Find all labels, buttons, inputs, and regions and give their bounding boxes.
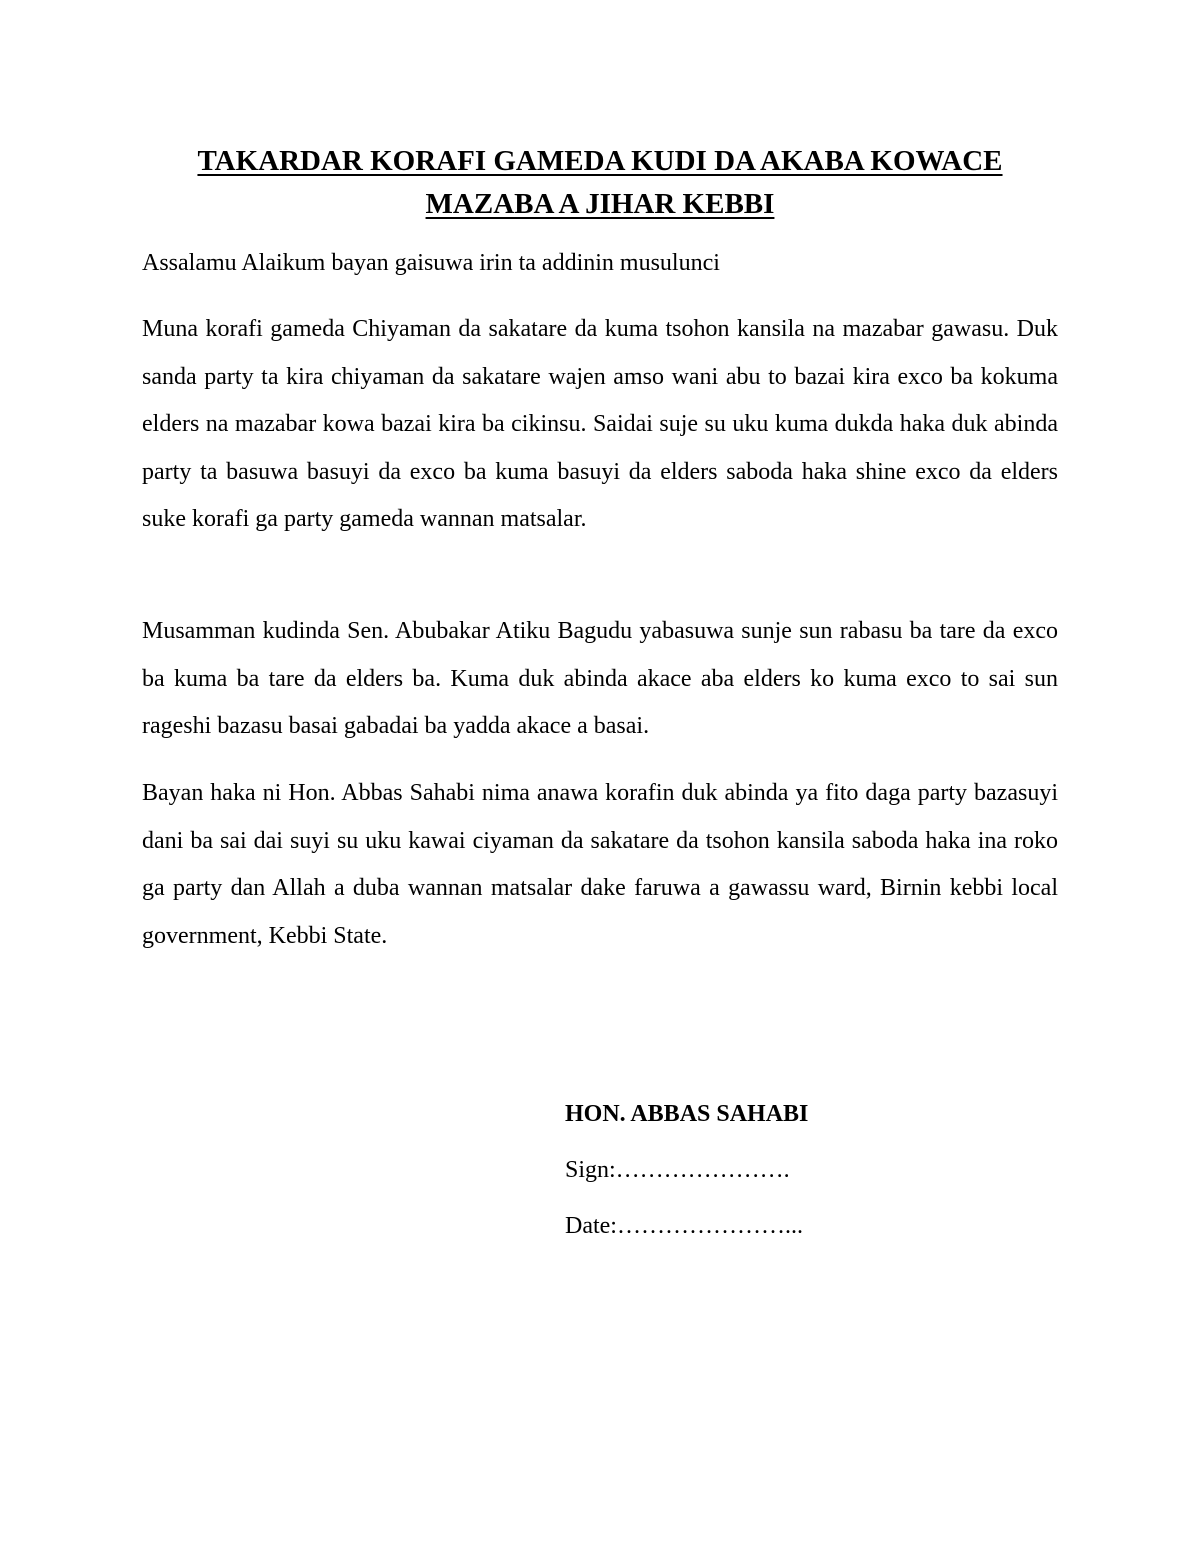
document-title [142,140,1058,226]
sign-line: Sign:…………………. [565,1157,790,1183]
paragraph-2: Musamman kudinda Sen. Abubakar Atiku Bagudu yabasuwa sunje sun rabasu ba tare da exco ba kuma ba tare da elders ba. Kuma duk abinda akace aba elders ko kuma exco to sai sun rageshi bazasu basai gabadai ba yadda akace a basai. [142,618,1058,739]
signatory-name: HON. ABBAS SAHABI [565,1101,809,1127]
paragraph-1: Muna korafi gameda Chiyaman da sakatare da kuma tsohon kansila na mazabar gawasu. Duk sanda party ta kira chiyaman da sakatare wajen amso wani abu to bazai kira exco ba kokuma elders na mazabar kowa bazai kira ba cikinsu. Saidai suje su uku kuma dukda haka duk abinda party ta basuwa basuyi da exco ba kuma basuyi da elders saboda haka shine exco da elders suke korafi ga party gameda wannan matsalar. [142,316,1058,532]
title-line-2: MAZABA A JIHAR KEBBI [425,188,775,220]
paragraph-3: Bayan haka ni Hon. Abbas Sahabi nima anawa korafin duk abinda ya fito daga party bazasuyi dani ba sai dai suyi su uku kawai ciyaman da sakatare da tsohon kansila saboda haka ina roko ga party dan Allah a duba wannan matsalar dake faruwa a gawassu ward, Birnin kebbi local government, Kebbi State. [142,780,1058,949]
date-line: Date:…………………... [565,1213,803,1239]
title-line-1: TAKARDAR KORAFI GAMEDA KUDI DA AKABA KOWACE [197,145,1003,177]
greeting: Assalamu Alaikum bayan gaisuwa irin ta addinin musulunci [142,250,720,276]
